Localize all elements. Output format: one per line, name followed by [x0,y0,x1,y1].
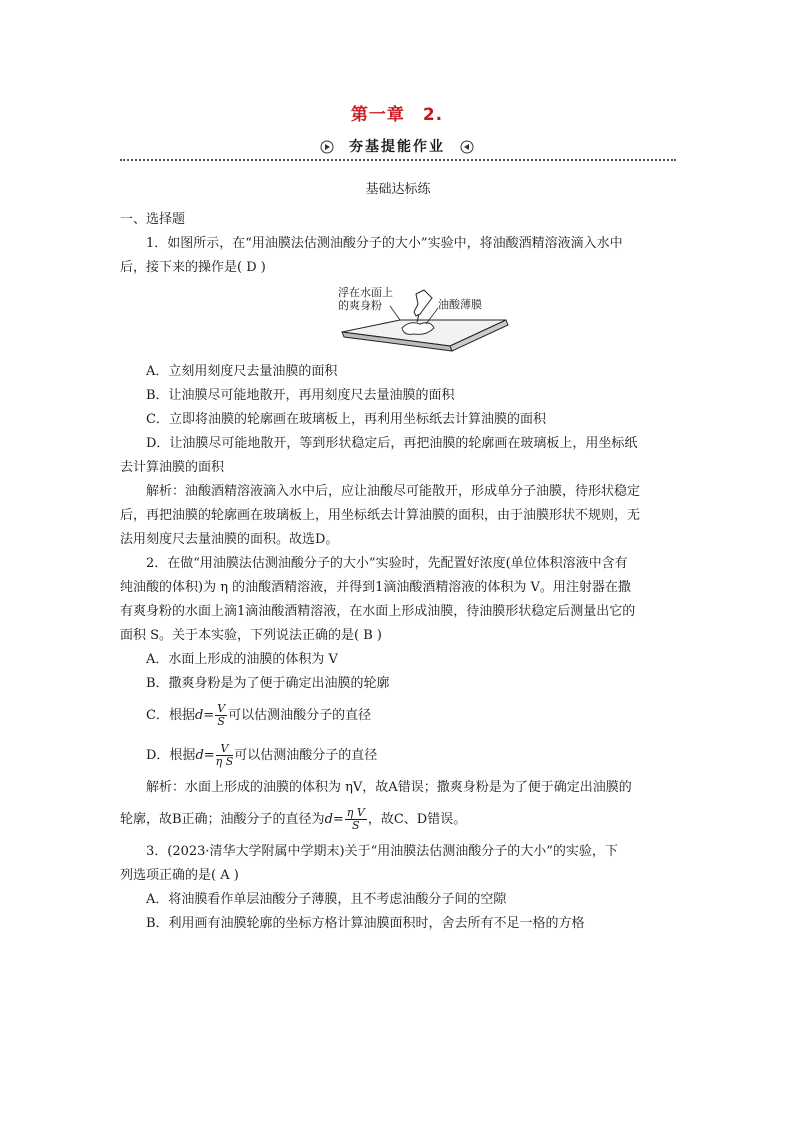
figure-label-film: 油酸薄膜 [438,298,482,311]
q2-option-d-fraction [216,743,234,768]
q2-option-d-post: 可以估测油酸分子的直径 [234,748,378,763]
fraction-denominator: η S [215,755,234,768]
q2-analysis-1: 解析：水面上形成的油膜的体积为 ηV，故A错误；撒爽身粉是为了便于确定出油膜的 [146,780,632,795]
tray-illustration [120,284,676,354]
q2-option-a: A．水面上形成的油膜的体积为 V [146,652,338,667]
banner-label: 夯基提能作业 [349,139,445,155]
q2-analysis-post: ，故C、D错误。 [367,812,467,827]
q1-analysis-2: 后，再把油膜的轮廓画在玻璃板上，用坐标纸去计算油膜的面积，由于油膜形状不规则，无 [120,508,641,523]
q3-stem-1: 3．(2023·清华大学附属中学期末)关于“用油膜法估测油酸分子的大小”的实验，下 [146,844,618,859]
q3-option-b: B．利用画有油膜轮廓的坐标方格计算油膜面积时，舍去所有不足一格的方格 [146,916,585,931]
q2-option-d-eq: = [203,748,215,763]
divider [120,159,676,161]
fraction-denominator: S [217,715,225,728]
q3-option-a: A．将油膜看作单层油酸分子薄膜，且不考虑油酸分子间的空隙 [146,892,507,907]
q2-analysis-pre: 轮廓，故B正确；油酸分子的直径为 [120,812,325,827]
fraction-denominator: S [352,819,360,832]
q2-option-c-post: 可以估测油酸分子的直径 [228,708,372,723]
fraction-numerator: V [216,743,234,756]
fraction-numerator: V [217,702,226,715]
q2-option-c-fraction [215,703,227,728]
fraction-numerator: η V [346,806,365,819]
chapter-title: 第一章 2. [350,105,444,125]
q2-analysis-fraction [345,807,367,832]
q1-option-d-cont: 去计算油膜的面积 [120,460,225,475]
q2-stem-2: 纯油酸的体积)为 η 的油酸酒精溶液，并得到1滴油酸酒精溶液的体积为 V。用注射器在撒 [120,580,631,595]
figure-label-powder-2: 的爽身粉 [338,299,382,312]
q2-option-c-pre: C．根据 [146,708,195,723]
q2-analysis-2 [120,800,676,840]
q1-option-c: C．立即将油膜的轮廓画在玻璃板上，再利用坐标纸去计算油膜的面积 [146,412,546,427]
figure-label-powder-1: 浮在水面上 [338,286,393,299]
q2-analysis-d: d [324,812,333,827]
q2-stem-1: 2．在做“用油膜法估测油酸分子的大小”实验时，先配置好浓度(单位体积溶液中含有 [146,556,628,571]
q1-stem-line1: 1．如图所示，在“用油膜法估测油酸分子的大小”实验中，将油酸酒精溶液滴入水中 [146,236,623,251]
section-heading: 基础达标练 [365,182,431,197]
q1-option-b: B．让油膜尽可能地散开，再用刻度尺去量油膜的面积 [146,388,455,403]
q1-option-d: D．让油膜尽可能地散开，等到形状稳定后，再把油膜的轮廓画在玻璃板上，用坐标纸 [146,436,638,451]
q1-analysis-3: 法用刻度尺去量油膜的面积。故选D。 [120,532,339,547]
q2-option-c-d: d [194,708,204,723]
q3-stem-2: 列选项正确的是( A ) [120,868,239,883]
document-body [120,178,676,936]
q2-option-d [120,736,676,776]
q2-option-c [120,696,676,736]
q2-option-c-eq: = [203,708,215,723]
q2-option-d-d: d [195,748,204,763]
q2-analysis-eq: = [332,812,344,827]
banner [0,136,794,158]
experiment-figure [120,284,676,354]
part-heading: 一、选择题 [120,212,186,227]
q2-option-b: B．撒爽身粉是为了便于确定出油膜的轮廓 [146,676,390,691]
q2-stem-3: 有爽身粉的水面上滴1滴油酸酒精溶液，在水面上形成油膜，待油膜形状稳定后测量出它的 [120,604,636,619]
q1-analysis-1: 解析：油酸酒精溶液滴入水中后，应让油酸尽可能散开，形成单分子油膜，待形状稳定 [146,484,641,499]
figure-label-powder [338,286,393,312]
q1-option-a: A．立刻用刻度尺去量油膜的面积 [146,364,338,379]
q2-option-d-pre: D．根据 [146,748,196,763]
q1-stem-line2: 后，接下来的操作是( D ) [120,260,266,275]
q2-stem-4: 面积 S。关于本实验，下列说法正确的是( B ) [120,628,382,643]
